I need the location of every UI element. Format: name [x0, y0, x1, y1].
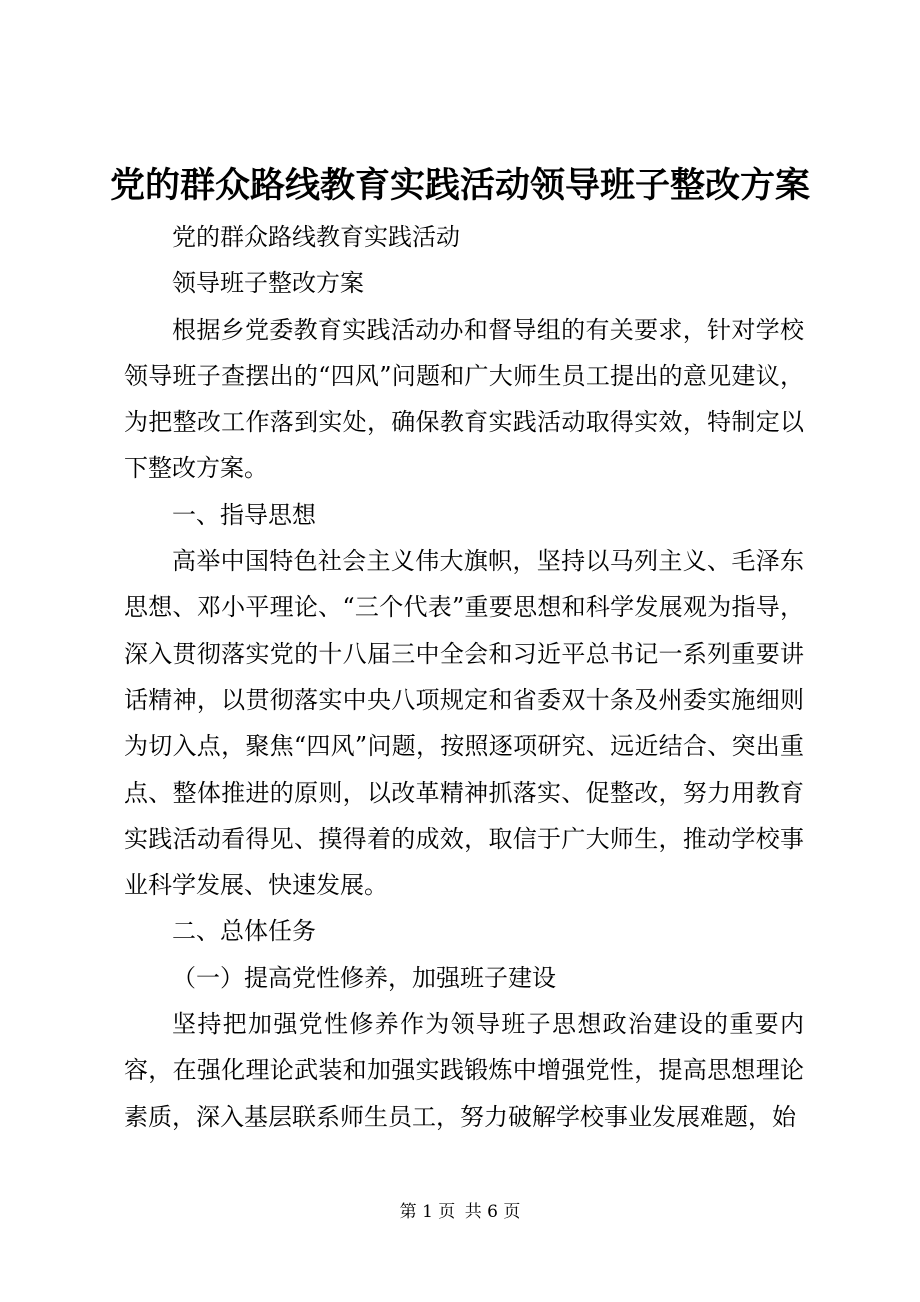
document-body	[124, 214, 804, 1140]
page-number: 第 1 页	[399, 1202, 456, 1222]
section-heading-guiding-ideology: 一、指导思想	[172, 500, 316, 529]
page-total: 共 6 页	[464, 1202, 521, 1222]
page-footer	[0, 1198, 920, 1226]
subtitle-line-2: 领导班子整改方案	[172, 269, 364, 298]
guiding-ideology-paragraph: 高举中国特色社会主义伟大旗帜，坚持以马列主义、毛泽东思想、邓小平理论、“三个代表”重要思想和科学发展观为指导，深入贯彻落实党的十八届三中全会和习近平总书记一系列重要讲话精神，以贯彻落实中央八项规定和省委双十条及州委实施细则为切入点，聚焦“四风”问题，按照逐项研究、远近结合、突出重点、整体推进的原则，以改革精神抓落实、促整改，努力用教育实践活动看得见、摸得着的成效，取信于广大师生，推动学校事业科学发展、快速发展。	[124, 547, 804, 900]
subtitle-line-1: 党的群众路线教育实践活动	[172, 223, 460, 251]
party-spirit-paragraph: 坚持把加强党性修养作为领导班子思想政治建设的重要内容，在强化理论武装和加强实践锻炼中增强党性，提高思想理论素质，深入基层联系师生员工，努力破解学校事业发展难题，始	[124, 1010, 804, 1131]
document-title: 党的群众路线教育实践活动领导班子整改方案	[109, 165, 810, 206]
intro-paragraph: 根据乡党委教育实践活动办和督导组的有关要求，针对学校领导班子查摆出的“四风”问题和广大师生员工提出的意见建议，为把整改工作落到实处，确保教育实践活动取得实效，特制定以下整改方案。	[124, 315, 804, 483]
section-heading-overall-tasks: 二、总体任务	[172, 917, 316, 946]
subsection-heading-party-spirit: （一）提高党性修养，加强班子建设	[172, 963, 556, 992]
